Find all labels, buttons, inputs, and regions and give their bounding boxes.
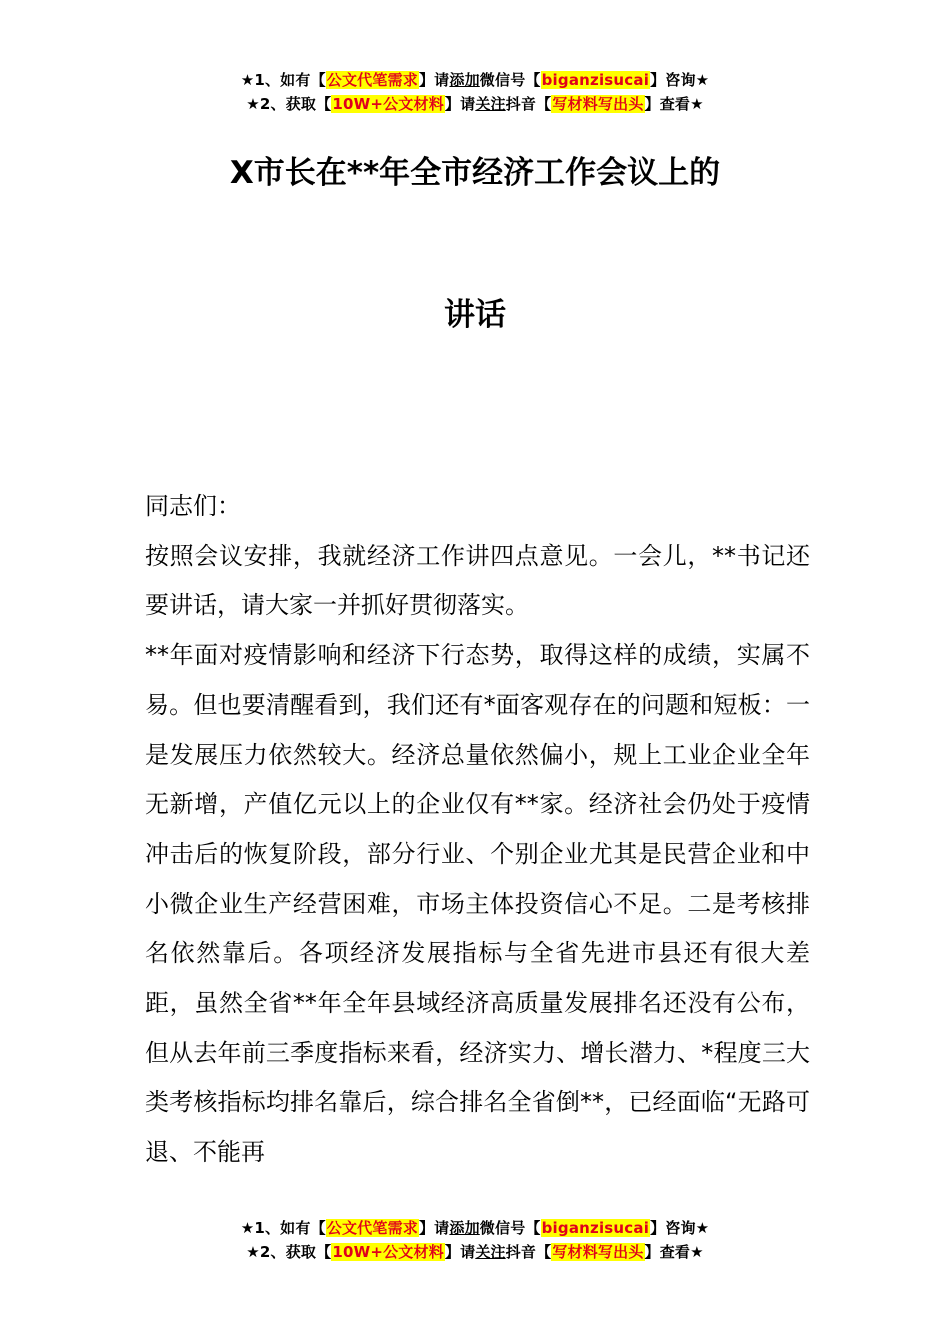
paragraph: 按照会议安排，我就经济工作讲四点意见。一会儿，**书记还要讲话，请大家一并抓好贯彻落实。 bbox=[145, 541, 810, 620]
banner-text: 】咨询★ bbox=[650, 71, 710, 89]
banner-line-2 bbox=[0, 92, 950, 116]
banner-text: 抖音【 bbox=[505, 95, 552, 113]
banner-text: 】查看★ bbox=[644, 1243, 704, 1261]
banner-underline: 关注 bbox=[475, 1243, 506, 1261]
banner-underline: 添加 bbox=[449, 71, 480, 89]
paragraph: **年面对疫情影响和经济下行态势，取得这样的成绩，实属不易。但也要清醒看到，我们还有*面客观存在的问题和短板：一是发展压力依然较大。经济总量依然偏小，规上工业企业全年无新增，产值亿元以上的企业仅有**家。经济社会仍处于疫情冲击后的恢复阶段，部分行业、个别企业尤其是民营企业和中小微企业生产经营困难，市场主体投资信心不足。二是考核排名依然靠后。各项经济发展指标与全省先进市县还有很大差距，虽然全省**年全年县域经济高质量发展排名还没有公布，但从去年前三季度指标来看，经济实力、增长潜力、*程度三大类考核指标均排名靠后，综合排名全省倒**，已经面临“无路可退、不能再 bbox=[145, 641, 810, 1167]
banner-text: 微信号【 bbox=[479, 71, 541, 89]
banner-text: 】请 bbox=[444, 95, 476, 113]
document-title-line-1: X市长在**年全市经济工作会议上的 bbox=[229, 155, 721, 191]
footer-banner bbox=[0, 1216, 950, 1264]
banner-highlight: biganzisucai bbox=[541, 71, 650, 89]
banner-underline: 添加 bbox=[449, 1219, 480, 1237]
banner-text: 】请 bbox=[418, 1219, 450, 1237]
banner-text: 】咨询★ bbox=[650, 1219, 710, 1237]
banner-text: 抖音【 bbox=[505, 1243, 552, 1261]
banner-text: 】请 bbox=[444, 1243, 476, 1261]
banner-highlight: 10W+公文材料 bbox=[332, 95, 444, 113]
document-body bbox=[145, 482, 810, 1178]
banner-line-1 bbox=[0, 68, 950, 92]
banner-highlight: 公文代笔需求 bbox=[326, 1219, 418, 1237]
banner-text: ★1、如有【 bbox=[240, 1219, 326, 1237]
banner-text: 】查看★ bbox=[644, 95, 704, 113]
banner-highlight: 公文代笔需求 bbox=[326, 71, 418, 89]
banner-highlight: 10W+公文材料 bbox=[332, 1243, 444, 1261]
banner-underline: 关注 bbox=[475, 95, 506, 113]
banner-text: ★1、如有【 bbox=[240, 71, 326, 89]
salutation: 同志们： bbox=[145, 492, 241, 520]
banner-text: ★2、获取【 bbox=[246, 1243, 332, 1261]
banner-line-2 bbox=[0, 1240, 950, 1264]
banner-line-1 bbox=[0, 1216, 950, 1240]
banner-text: ★2、获取【 bbox=[246, 95, 332, 113]
banner-highlight: biganzisucai bbox=[541, 1219, 650, 1237]
header-banner bbox=[0, 68, 950, 116]
banner-text: 微信号【 bbox=[479, 1219, 541, 1237]
document-title-line-2: 讲话 bbox=[444, 297, 506, 333]
banner-highlight: 写材料写出头 bbox=[552, 95, 644, 113]
banner-text: 】请 bbox=[418, 71, 450, 89]
banner-highlight: 写材料写出头 bbox=[552, 1243, 644, 1261]
